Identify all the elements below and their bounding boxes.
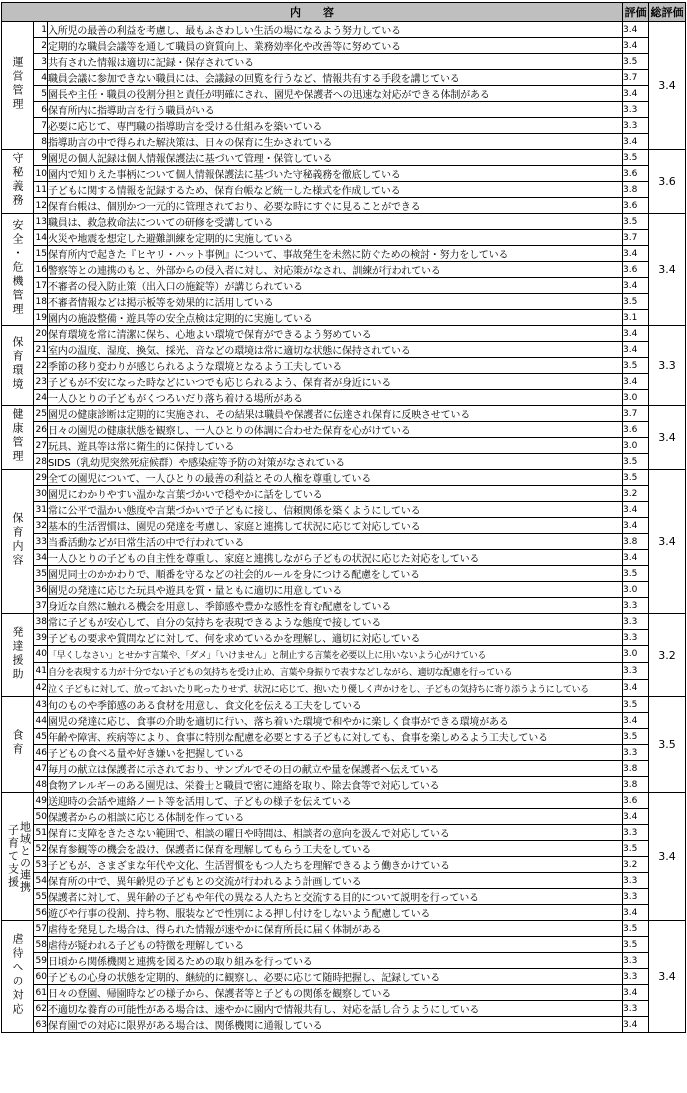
item-text: 保育台帳は、個別かつ一元的に管理されており、必要な時にすぐに見ることができる xyxy=(48,198,623,214)
item-score: 3.4 xyxy=(623,134,649,150)
item-text: 園児の発達に応じた玩具や遊具を質・量ともに適切に用意している xyxy=(48,582,623,598)
item-number: 55 xyxy=(34,889,48,905)
item-number: 21 xyxy=(34,342,48,358)
category-overall-score: 3.4 xyxy=(649,22,686,150)
item-text: 保護者に対して、異年齢の子どもや年代の異なる人たちと交流する目的について説明を行っている xyxy=(48,889,623,905)
table-row xyxy=(2,278,686,294)
table-row xyxy=(2,22,686,38)
table-row xyxy=(2,937,686,953)
item-text: 職員会議に参加できない職員には、会議録の回覧を行うなど、情報共有する手段を講じている xyxy=(48,70,623,86)
table-row xyxy=(2,1001,686,1017)
item-text: 子どもが、さまざまな年代や文化、生活習慣をもつ人たちを理解できるよう働きかけている xyxy=(48,857,623,873)
item-text: 自分を表現する力が十分でない子どもの気持ちを受け止め、言葉や身振りで表すなどしながら、適切な配慮を行っている xyxy=(48,663,623,680)
category-label: 運営管理 xyxy=(11,56,24,112)
table-row xyxy=(2,614,686,630)
category-label-outer: 地域との連携 xyxy=(18,820,32,893)
item-text: 全ての園児について、一人ひとりの最善の利益とその人権を尊重している xyxy=(48,470,623,486)
table-row xyxy=(2,358,686,374)
item-text: 毎月の献立は保護者に示されており、サンプルでその日の献立や量を保護者へ伝えている xyxy=(48,761,623,777)
item-number: 12 xyxy=(34,198,48,214)
table-row xyxy=(2,825,686,841)
category-overall-score: 3.3 xyxy=(649,326,686,406)
category-cell xyxy=(2,326,34,406)
category-overall-score: 3.5 xyxy=(649,697,686,793)
category-overall-score: 3.4 xyxy=(649,793,686,921)
item-number: 6 xyxy=(34,102,48,118)
category-label: 虐待への対応 xyxy=(11,933,24,1017)
table-row xyxy=(2,953,686,969)
item-text: 共有された情報は適切に記録・保存されている xyxy=(48,54,623,70)
item-number: 36 xyxy=(34,582,48,598)
item-score: 3.3 xyxy=(623,953,649,969)
item-text: 保育所内に指導助言を行う職員がいる xyxy=(48,102,623,118)
table-row xyxy=(2,390,686,406)
item-score: 3.3 xyxy=(623,745,649,761)
table-row xyxy=(2,326,686,342)
item-score: 3.6 xyxy=(623,166,649,182)
item-number: 56 xyxy=(34,905,48,921)
item-number: 32 xyxy=(34,518,48,534)
item-text: 遊びや行事の役割、持ち物、服装などで性別による押し付けをしないよう配慮している xyxy=(48,905,623,921)
item-number: 19 xyxy=(34,310,48,326)
item-text: 園長や主任・職員の役割分担と責任が明確にされ、園児や保護者への迅速な対応ができる体制がある xyxy=(48,86,623,102)
table-row xyxy=(2,985,686,1001)
item-number: 26 xyxy=(34,422,48,438)
item-text: 保育参観等の機会を設け、保護者に保育を理解してもらう工夫をしている xyxy=(48,841,623,857)
table-row xyxy=(2,857,686,873)
table-row xyxy=(2,550,686,566)
table-row xyxy=(2,729,686,745)
table-row xyxy=(2,454,686,470)
item-text: 職員は、救急救命法についての研修を受講している xyxy=(48,214,623,230)
item-text: 不審者情報などは掲示板等を効果的に活用している xyxy=(48,294,623,310)
item-score: 3.4 xyxy=(623,326,649,342)
item-number: 63 xyxy=(34,1017,48,1033)
table-row xyxy=(2,921,686,937)
item-score: 3.3 xyxy=(623,598,649,614)
item-number: 28 xyxy=(34,454,48,470)
table-row xyxy=(2,793,686,809)
category-label: 健康管理 xyxy=(11,408,24,464)
table-row xyxy=(2,422,686,438)
table-row xyxy=(2,841,686,857)
item-text: 不審者の侵入防止策（出入口の施錠等）が講じられている xyxy=(48,278,623,294)
item-score: 3.4 xyxy=(623,278,649,294)
table-row xyxy=(2,214,686,230)
item-score: 3.8 xyxy=(623,777,649,793)
item-text: 園児の健康診断は定期的に実施され、その結果は職員や保護者に伝達され保育に反映させている xyxy=(48,406,623,422)
table-row xyxy=(2,630,686,646)
item-text: 旬のものや季節感のある食材を用意し、食文化を伝える工夫をしている xyxy=(48,697,623,713)
item-text: 季節の移り変わりが感じられるような環境となるよう工夫している xyxy=(48,358,623,374)
item-score: 3.4 xyxy=(623,502,649,518)
category-label-inner: 子育て支援 xyxy=(6,824,20,889)
item-text: 保育環境を常に清潔に保ち、心地よい環境で保育ができるよう努めている xyxy=(48,326,623,342)
item-number: 35 xyxy=(34,566,48,582)
table-row xyxy=(2,518,686,534)
item-number: 17 xyxy=(34,278,48,294)
item-text: 泣く子どもに対して、放っておいたり叱ったりせず、状況に応じて、抱いたり優しく声かけをし、子どもの気持ちに寄り添うようにしている xyxy=(48,680,623,697)
header-score: 評価 xyxy=(623,3,649,22)
item-number: 43 xyxy=(34,697,48,713)
item-score: 3.6 xyxy=(623,198,649,214)
item-score: 3.7 xyxy=(623,406,649,422)
table-row xyxy=(2,502,686,518)
item-text: 火災や地震を想定した避難訓練を定期的に実施している xyxy=(48,230,623,246)
table-row xyxy=(2,70,686,86)
item-score: 3.3 xyxy=(623,825,649,841)
item-score: 3.4 xyxy=(623,680,649,697)
item-text: 園児にわかりやすい温かな言葉づかいで穏やかに話をしている xyxy=(48,486,623,502)
table-row xyxy=(2,486,686,502)
item-score: 3.4 xyxy=(623,550,649,566)
item-number: 27 xyxy=(34,438,48,454)
item-number: 8 xyxy=(34,134,48,150)
table-row xyxy=(2,663,686,680)
item-score: 3.5 xyxy=(623,358,649,374)
item-score: 3.3 xyxy=(623,614,649,630)
item-score: 3.2 xyxy=(623,486,649,502)
category-label: 保育内容 xyxy=(11,512,24,568)
item-text: 常に子どもが安心して、自分の気持ちを表現できるような態度で接している xyxy=(48,614,623,630)
table-row xyxy=(2,38,686,54)
item-score: 3.0 xyxy=(623,390,649,406)
table-row xyxy=(2,438,686,454)
item-text: 日々の園児の健康状態を観察し、一人ひとりの体調に合わせた保育を心がけている xyxy=(48,422,623,438)
item-number: 24 xyxy=(34,390,48,406)
item-number: 7 xyxy=(34,118,48,134)
table-row xyxy=(2,294,686,310)
item-score: 3.4 xyxy=(623,342,649,358)
item-number: 30 xyxy=(34,486,48,502)
item-text: 保育所内で起きた『ヒヤリ・ハット事例』について、事故発生を未然に防ぐための検討・努力をしている xyxy=(48,246,623,262)
item-score: 3.4 xyxy=(623,518,649,534)
item-number: 40 xyxy=(34,646,48,663)
item-number: 42 xyxy=(34,680,48,697)
item-number: 33 xyxy=(34,534,48,550)
item-number: 16 xyxy=(34,262,48,278)
item-text: 子どもの要求や質問などに対して、何を求めているかを理解し、適切に対応している xyxy=(48,630,623,646)
item-score: 3.4 xyxy=(623,374,649,390)
item-text: 園児同士のかかわりで、順番を守るなどの社会的ルールを身につける配慮をしている xyxy=(48,566,623,582)
item-score: 3.5 xyxy=(623,54,649,70)
item-score: 3.1 xyxy=(623,310,649,326)
category-overall-score: 3.4 xyxy=(649,470,686,614)
item-score: 3.3 xyxy=(623,969,649,985)
item-number: 3 xyxy=(34,54,48,70)
item-text: 園児の個人記録は個人情報保護法に基づいて管理・保管している xyxy=(48,150,623,166)
item-score: 3.4 xyxy=(623,38,649,54)
item-text: 警察等との連携のもと、外部からの侵入者に対し、対応策がなされ、訓練が行われている xyxy=(48,262,623,278)
item-text: 園内の施設整備・遊具等の安全点検は定期的に実施している xyxy=(48,310,623,326)
item-score: 3.5 xyxy=(623,937,649,953)
item-text: 保育園での対応に限界がある場合は、関係機関に通報している xyxy=(48,1017,623,1033)
item-text: 一人ひとりの子どもの自主性を尊重し、家庭と連携しながら子どもの状況に応じた対応をしている xyxy=(48,550,623,566)
header-overall: 総評価 xyxy=(649,3,686,22)
category-cell xyxy=(2,214,34,326)
item-score: 3.5 xyxy=(623,921,649,937)
item-score: 3.8 xyxy=(623,182,649,198)
item-score: 3.7 xyxy=(623,70,649,86)
table-row xyxy=(2,54,686,70)
table-header xyxy=(2,3,686,22)
item-text: 子どもの食べる量や好き嫌いを把握している xyxy=(48,745,623,761)
item-text: 送迎時の会話や連絡ノート等を活用して、子どもの様子を伝えている xyxy=(48,793,623,809)
table-row xyxy=(2,809,686,825)
table-row xyxy=(2,566,686,582)
item-score: 3.5 xyxy=(623,470,649,486)
item-score: 3.5 xyxy=(623,729,649,745)
table-row xyxy=(2,582,686,598)
table-row xyxy=(2,374,686,390)
item-number: 20 xyxy=(34,326,48,342)
category-overall-score: 3.4 xyxy=(649,214,686,326)
item-score: 3.8 xyxy=(623,761,649,777)
item-number: 5 xyxy=(34,86,48,102)
item-score: 3.3 xyxy=(623,1001,649,1017)
evaluation-table xyxy=(1,2,686,1033)
item-text: 子どもの心身の状態を定期的、継続的に観察し、必要に応じて随時把握し、記録している xyxy=(48,969,623,985)
item-text: 子どもに関する情報を記録するため、保育台帳など統一した様式を作成している xyxy=(48,182,623,198)
table-row xyxy=(2,598,686,614)
item-number: 11 xyxy=(34,182,48,198)
item-score: 3.8 xyxy=(623,534,649,550)
table-row xyxy=(2,86,686,102)
table-row xyxy=(2,713,686,729)
item-score: 3.5 xyxy=(623,454,649,470)
item-number: 39 xyxy=(34,630,48,646)
item-number: 1 xyxy=(34,22,48,38)
category-label: 保育環境 xyxy=(11,336,24,392)
table-row xyxy=(2,905,686,921)
item-score: 3.3 xyxy=(623,118,649,134)
item-text: 食物アレルギーのある園児は、栄養士と職員で密に連絡を取り、除去食等で対応している xyxy=(48,777,623,793)
item-score: 3.5 xyxy=(623,841,649,857)
item-score: 3.6 xyxy=(623,422,649,438)
table-row xyxy=(2,680,686,697)
item-score: 3.3 xyxy=(623,630,649,646)
item-score: 3.3 xyxy=(623,663,649,680)
item-text: 園内で知りえた事柄について個人情報保護法に基づいた守秘義務を徹底している xyxy=(48,166,623,182)
table-row xyxy=(2,761,686,777)
item-text: 子どもが不安になった時などにいつでも応じられるよう、保育者が身近にいる xyxy=(48,374,623,390)
table-row xyxy=(2,150,686,166)
item-text: 玩具、遊具等は常に衛生的に保持している xyxy=(48,438,623,454)
table-row xyxy=(2,646,686,663)
table-row xyxy=(2,102,686,118)
table-row xyxy=(2,873,686,889)
item-text: SIDS（乳幼児突然死症候群）や感染症等予防の対策がなされている xyxy=(48,454,623,470)
table-row xyxy=(2,697,686,713)
item-score: 3.4 xyxy=(623,86,649,102)
table-row xyxy=(2,534,686,550)
table-row xyxy=(2,777,686,793)
item-score: 3.0 xyxy=(623,438,649,454)
item-number: 59 xyxy=(34,953,48,969)
item-number: 25 xyxy=(34,406,48,422)
item-score: 3.5 xyxy=(623,150,649,166)
item-number: 2 xyxy=(34,38,48,54)
category-cell xyxy=(2,150,34,214)
item-number: 46 xyxy=(34,745,48,761)
item-score: 3.4 xyxy=(623,905,649,921)
item-number: 13 xyxy=(34,214,48,230)
item-number: 44 xyxy=(34,713,48,729)
item-score: 3.4 xyxy=(623,22,649,38)
item-text: 保護者からの相談に応じる体制を作っている xyxy=(48,809,623,825)
category-overall-score: 3.6 xyxy=(649,150,686,214)
item-text: 日頃から関係機関と連携を図るための取り組みを行っている xyxy=(48,953,623,969)
item-score: 3.4 xyxy=(623,246,649,262)
item-number: 10 xyxy=(34,166,48,182)
category-cell xyxy=(2,697,34,793)
item-score: 3.5 xyxy=(623,294,649,310)
item-number: 29 xyxy=(34,470,48,486)
item-score: 3.6 xyxy=(623,793,649,809)
item-number: 58 xyxy=(34,937,48,953)
item-score: 3.3 xyxy=(623,102,649,118)
category-overall-score: 3.4 xyxy=(649,921,686,1033)
item-number: 48 xyxy=(34,777,48,793)
item-number: 41 xyxy=(34,663,48,680)
item-text: 保育に支障をきたさない範囲で、相談の曜日や時間は、相談者の意向を汲んで対応している xyxy=(48,825,623,841)
item-text: 不適切な養育の可能性がある場合は、速やかに園内で情報共有し、対応を話し合うようにしている xyxy=(48,1001,623,1017)
item-number: 38 xyxy=(34,614,48,630)
table-row xyxy=(2,342,686,358)
item-number: 53 xyxy=(34,857,48,873)
item-score: 3.4 xyxy=(623,985,649,1001)
item-text: 基本的生活習慣は、園児の発達を考慮し、家庭と連携して状況に応じて対応している xyxy=(48,518,623,534)
category-cell xyxy=(2,406,34,470)
item-text: 保育所の中で、異年齢児の子どもとの交流が行われるよう計画している xyxy=(48,873,623,889)
category-cell xyxy=(2,22,34,150)
category-cell xyxy=(2,921,34,1033)
item-number: 47 xyxy=(34,761,48,777)
item-number: 49 xyxy=(34,793,48,809)
item-score: 3.0 xyxy=(623,582,649,598)
item-text: 一人ひとりの子どもがくつろいだり落ち着ける場所がある xyxy=(48,390,623,406)
item-number: 57 xyxy=(34,921,48,937)
item-score: 3.6 xyxy=(623,262,649,278)
item-number: 52 xyxy=(34,841,48,857)
item-text: 指導助言の中で得られた解決策は、日々の保育に生かされている xyxy=(48,134,623,150)
item-number: 37 xyxy=(34,598,48,614)
item-text: 常に公平で温かい態度や言葉づかいで子どもに接し、信頼関係を築くようにしている xyxy=(48,502,623,518)
item-score: 3.4 xyxy=(623,713,649,729)
item-score: 3.4 xyxy=(623,809,649,825)
table-row xyxy=(2,118,686,134)
item-text: 入所児の最善の利益を考慮し、最もふさわしい生活の場になるよう努力している xyxy=(48,22,623,38)
table-row xyxy=(2,246,686,262)
category-cell xyxy=(2,470,34,614)
item-text: 定期的な職員会議等を通して職員の資質向上、業務効率化や改善等に努めている xyxy=(48,38,623,54)
item-score: 3.3 xyxy=(623,873,649,889)
item-text: 身近な自然に触れる機会を用意し、季節感や豊かな感性を育む配慮をしている xyxy=(48,598,623,614)
item-text: 日々の登園、帰園時などの様子から、保護者等と子どもの関係を観察している xyxy=(48,985,623,1001)
category-label: 安全・危機管理 xyxy=(11,219,24,317)
item-number: 45 xyxy=(34,729,48,745)
item-number: 22 xyxy=(34,358,48,374)
item-number: 62 xyxy=(34,1001,48,1017)
item-number: 14 xyxy=(34,230,48,246)
item-number: 60 xyxy=(34,969,48,985)
table-row xyxy=(2,745,686,761)
category-cell xyxy=(2,614,34,697)
table-row xyxy=(2,406,686,422)
header-content: 内 容 xyxy=(2,3,623,22)
table-row xyxy=(2,230,686,246)
item-text: 必要に応じて、専門職の指導助言を受ける仕組みを築いている xyxy=(48,118,623,134)
category-overall-score: 3.4 xyxy=(649,406,686,470)
table-row xyxy=(2,134,686,150)
category-cell xyxy=(2,793,34,921)
table-row xyxy=(2,470,686,486)
table-row xyxy=(2,182,686,198)
item-number: 15 xyxy=(34,246,48,262)
item-text: 虐待が疑われる子どもの特徴を理解している xyxy=(48,937,623,953)
table-row xyxy=(2,166,686,182)
category-overall-score: 3.2 xyxy=(649,614,686,697)
table-row xyxy=(2,1017,686,1033)
item-number: 9 xyxy=(34,150,48,166)
item-score: 3.7 xyxy=(623,230,649,246)
item-text: 年齢や障害、疾病等により、食事に特別な配慮を必要とする子どもに対しても、食事を楽しめるよう工夫している xyxy=(48,729,623,745)
item-text: 虐待を発見した場合は、得られた情報が速やかに保育所長に届く体制がある xyxy=(48,921,623,937)
item-number: 34 xyxy=(34,550,48,566)
item-score: 3.5 xyxy=(623,697,649,713)
item-score: 3.5 xyxy=(623,214,649,230)
category-label: 発達援助 xyxy=(11,625,24,682)
item-text: 当番活動などが日常生活の中で行われている xyxy=(48,534,623,550)
item-score: 3.0 xyxy=(623,646,649,663)
item-number: 50 xyxy=(34,809,48,825)
item-score: 3.4 xyxy=(623,1017,649,1033)
table-body xyxy=(2,22,686,1033)
table-row xyxy=(2,969,686,985)
table-row xyxy=(2,310,686,326)
item-number: 4 xyxy=(34,70,48,86)
category-label: 食育 xyxy=(11,729,24,757)
item-number: 51 xyxy=(34,825,48,841)
item-number: 18 xyxy=(34,294,48,310)
table-row xyxy=(2,262,686,278)
item-score: 3.2 xyxy=(623,857,649,873)
category-label-group xyxy=(2,821,33,893)
item-text: 「早くしなさい」とせかす言葉や、「ダメ」「いけません」と制止する言葉を必要以上に用いないよう心がけている xyxy=(48,646,623,663)
item-number: 31 xyxy=(34,502,48,518)
table-row xyxy=(2,889,686,905)
item-number: 61 xyxy=(34,985,48,1001)
item-number: 23 xyxy=(34,374,48,390)
item-text: 室内の温度、湿度、換気、採光、音などの環境は常に適切な状態に保持されている xyxy=(48,342,623,358)
item-score: 3.3 xyxy=(623,889,649,905)
item-text: 園児の発達に応じ、食事の介助を適切に行い、落ち着いた環境で和やかに楽しく食事ができる環境がある xyxy=(48,713,623,729)
item-score: 3.5 xyxy=(623,566,649,582)
table-row xyxy=(2,198,686,214)
item-number: 54 xyxy=(34,873,48,889)
category-label: 守秘義務 xyxy=(11,152,24,208)
